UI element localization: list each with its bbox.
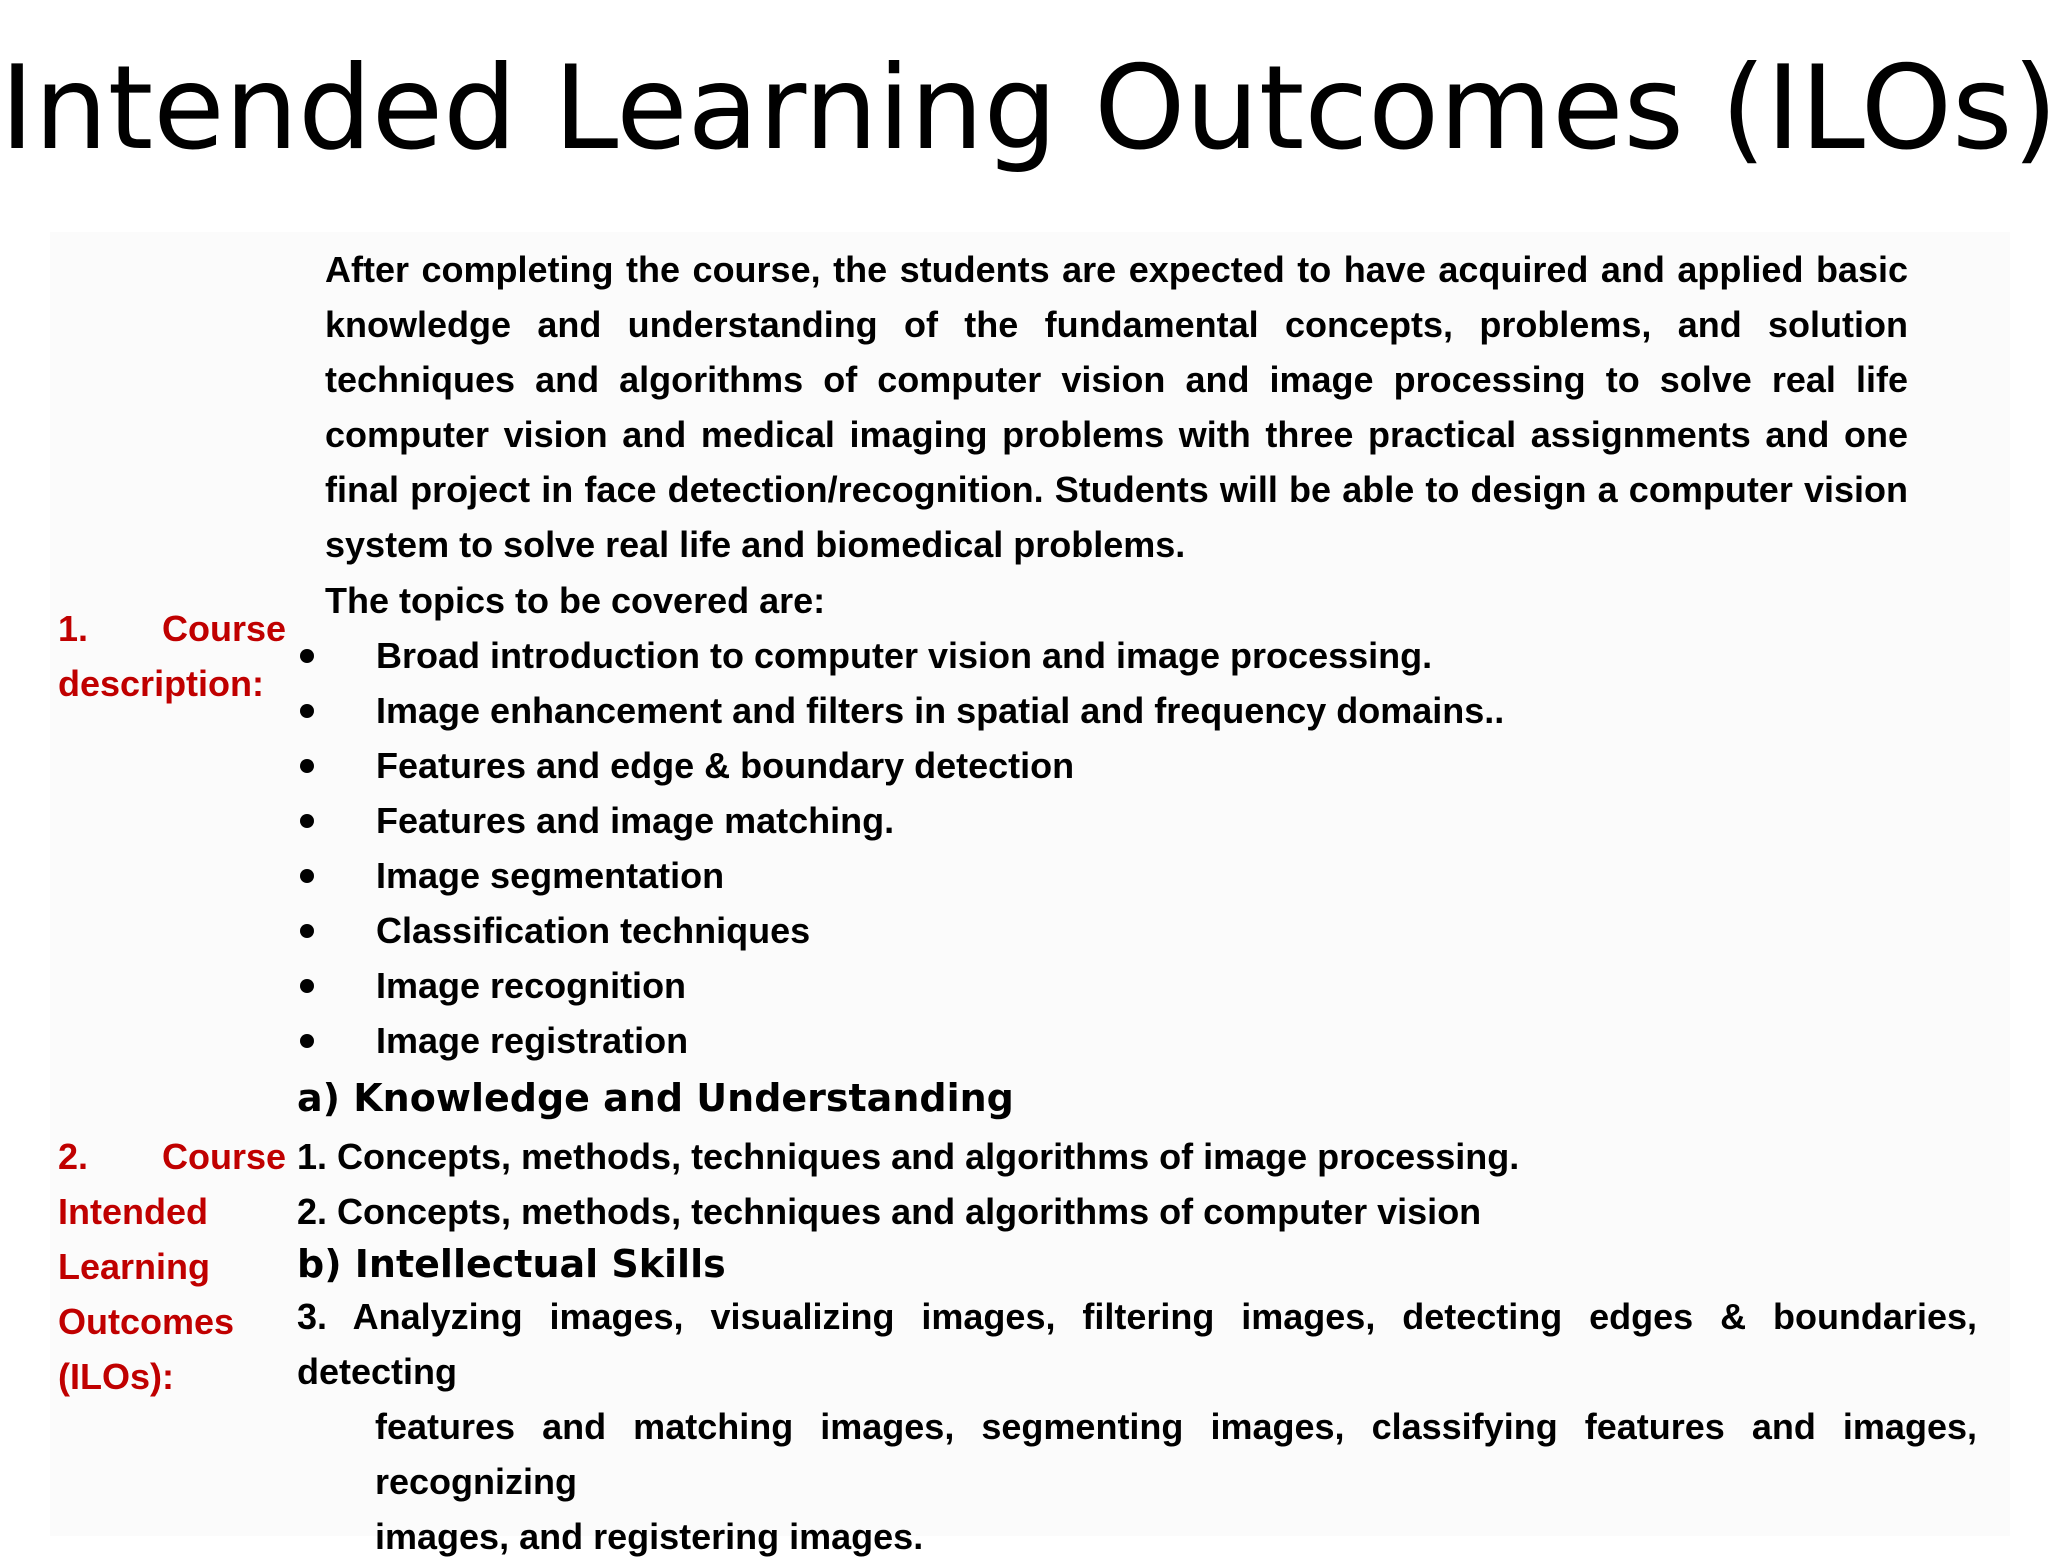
list-item xyxy=(296,848,1504,903)
skills-item-line: 3. Analyzing images, visualizing images, filtering images, detecting edges & boundaries, detecting xyxy=(297,1296,1977,1392)
section-label-rest: description: xyxy=(58,663,265,704)
slide-title: Intended Learning Outcomes (ILOs) xyxy=(0,41,2058,176)
ilo-item: 2. Concepts, methods, techniques and algorithms of computer vision xyxy=(297,1191,1482,1232)
list-item xyxy=(296,628,1504,683)
bullet-icon xyxy=(300,979,314,993)
topics-heading: The topics to be covered are: xyxy=(325,580,826,621)
list-item xyxy=(296,1013,1504,1068)
topic-text: Features and edge & boundary detection xyxy=(376,745,1075,786)
section-word: Course xyxy=(161,608,286,649)
bullet-icon xyxy=(300,1034,314,1048)
topic-text: Broad introduction to computer vision and image processing. xyxy=(376,635,1433,676)
topic-text: Features and image matching. xyxy=(376,800,895,841)
bullet-icon xyxy=(300,704,314,718)
bullet-icon xyxy=(300,649,314,663)
knowledge-heading: a) Knowledge and Understanding xyxy=(297,1076,1014,1120)
bullet-icon xyxy=(300,924,314,938)
skills-item-line: images, and registering images. xyxy=(375,1516,924,1557)
list-item xyxy=(296,738,1504,793)
topic-text: Image recognition xyxy=(376,965,687,1006)
course-ilos-label xyxy=(58,1129,286,1404)
topic-text: Image enhancement and filters in spatial and frequency domains.. xyxy=(376,690,1505,731)
topics-list xyxy=(296,628,1504,1068)
skills-heading: b) Intellectual Skills xyxy=(297,1242,726,1286)
list-item xyxy=(296,793,1504,848)
topic-text: Image registration xyxy=(376,1020,689,1061)
list-item xyxy=(296,903,1504,958)
section-label-line: (ILOs): xyxy=(58,1356,174,1397)
bullet-icon xyxy=(300,759,314,773)
course-description-label xyxy=(58,601,286,711)
skills-item-line: features and matching images, segmenting images, classifying features and images, recognizing xyxy=(375,1406,1977,1502)
topic-text: Classification techniques xyxy=(376,910,811,951)
list-item xyxy=(296,958,1504,1013)
course-description-label-row xyxy=(58,601,286,656)
section-label-line: Intended xyxy=(58,1191,208,1232)
section-number: 2. xyxy=(58,1136,89,1177)
course-ilos-label-row xyxy=(58,1129,286,1184)
section-word: Course xyxy=(161,1136,286,1177)
skills-item xyxy=(297,1289,1977,1564)
topic-text: Image segmentation xyxy=(376,855,725,896)
bullet-icon xyxy=(300,814,314,828)
ilo-item: 1. Concepts, methods, techniques and algorithms of image processing. xyxy=(297,1136,1520,1177)
section-label-line: Learning xyxy=(58,1246,211,1287)
section-label-line: Outcomes xyxy=(58,1301,235,1342)
course-description-paragraph: After completing the course, the students are expected to have acquired and applied basic knowledge and understanding of the fundamental concepts, problems, and solution techniques and algorithms of computer vision and image processing to solve real life computer vision and medical imaging problems with three practical assignments and one final project in face detection/recognition. Students will be able to design a computer vision system to solve real life and biomedical problems. xyxy=(325,249,1908,565)
section-number: 1. xyxy=(58,608,89,649)
bullet-icon xyxy=(300,869,314,883)
list-item xyxy=(296,683,1504,738)
